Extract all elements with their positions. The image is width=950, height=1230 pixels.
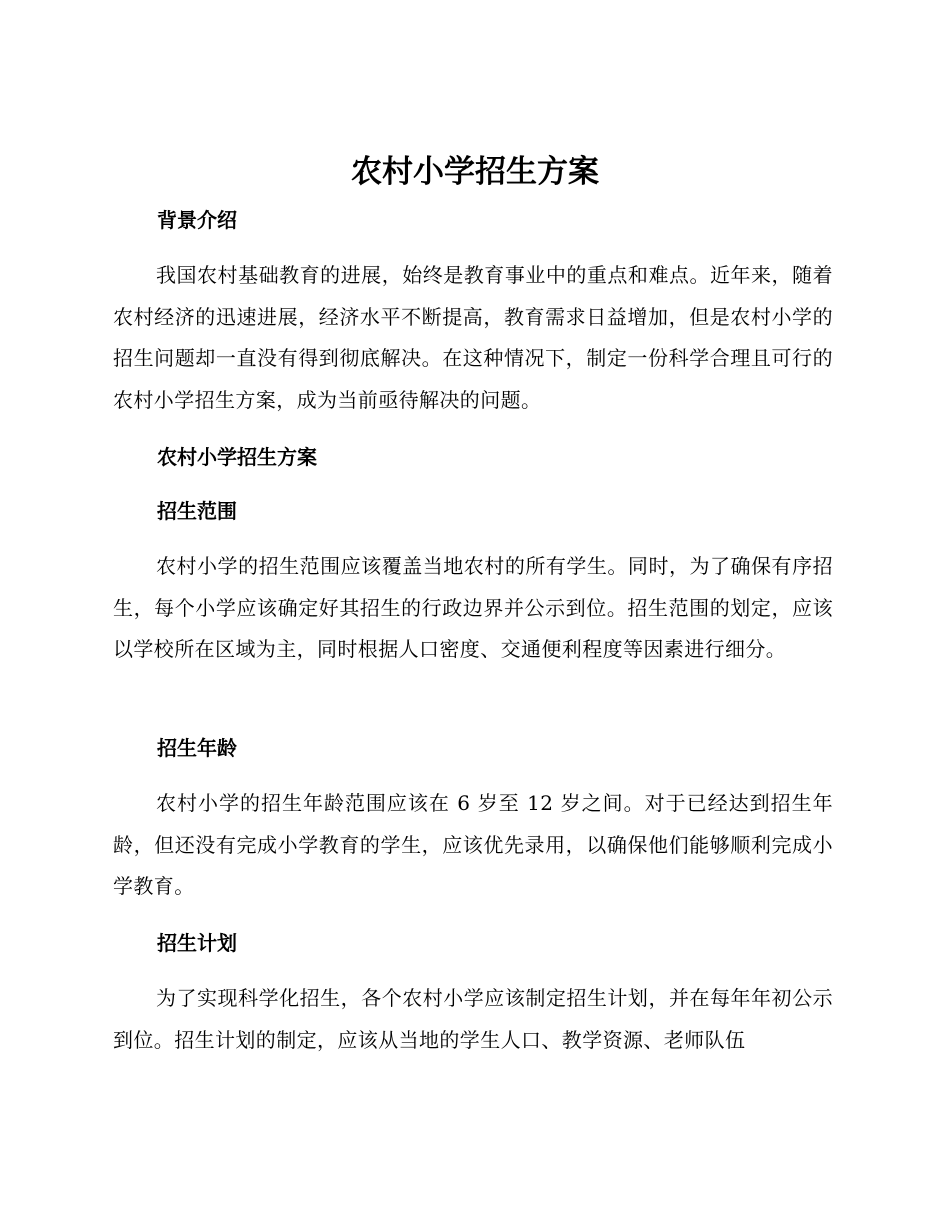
section-body-background: 我国农村基础教育的进展，始终是教育事业中的重点和难点。近年来，随着农村经济的迅速进展，经济水平不断提高，教育需求日益增加，但是农村小学的招生问题却一直没有得到彻底解决。在这种情况下，制定一份科学合理且可行的农村小学招生方案，成为当前亟待解决的问题。 [113, 263, 833, 413]
section-heading-background: 背景介绍 [157, 208, 237, 232]
section-body-enrollment-plan: 为了实现科学化招生，各个农村小学应该制定招生计划，并在每年年初公示到位。招生计划的制定，应该从当地的学生人口、教学资源、老师队伍 [113, 986, 833, 1052]
section-heading-age: 招生年龄 [157, 736, 237, 760]
section-heading-plan: 农村小学招生方案 [157, 445, 317, 469]
section-heading-enrollment-plan: 招生计划 [157, 931, 237, 955]
section-body-age: 农村小学的招生年龄范围应该在 6 岁至 12 岁之间。对于已经达到招生年龄，但还没有完成小学教育的学生，应该优先录用，以确保他们能够顺利完成小学教育。 [113, 791, 833, 899]
document-title: 农村小学招生方案 [351, 154, 599, 190]
section-body-scope: 农村小学的招生范围应该覆盖当地农村的所有学生。同时，为了确保有序招生，每个小学应该确定好其招生的行政边界并公示到位。招生范围的划定，应该以学校所在区域为主，同时根据人口密度、交通便利程度等因素进行细分。 [113, 554, 833, 662]
section-heading-scope: 招生范围 [157, 499, 237, 523]
